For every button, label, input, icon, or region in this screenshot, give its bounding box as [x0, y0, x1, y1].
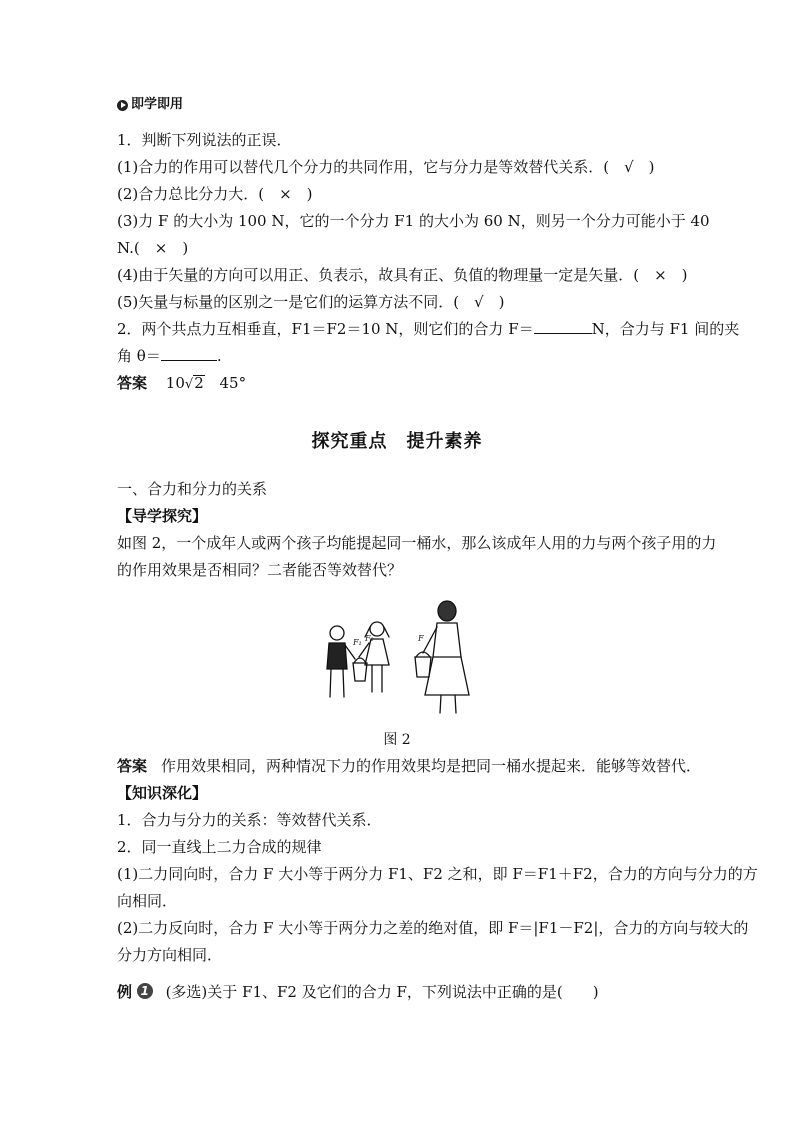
play-icon: [117, 100, 128, 111]
section-label: [117, 95, 679, 115]
q2-blank-1: [534, 319, 592, 334]
example-label: 例: [117, 983, 133, 1001]
deepen-line-3: (1)二力同向时，合力 F 大小等于两分力 F1、F2 之和，即 F＝F1＋F2，合力的方向与分力的方: [117, 865, 758, 883]
q1-item-5: (5)矢量与标量的区别之一是它们的运算方法不同．( √ ): [117, 293, 505, 311]
q2-blank-2: [161, 346, 217, 361]
main-heading: 探究重点 提升素养: [311, 431, 483, 452]
answer-value: 10: [165, 374, 185, 392]
figure-illustration: [315, 597, 475, 717]
answer-2-label: 答案: [117, 757, 148, 775]
q2-line-2: [117, 346, 679, 366]
q1-item-1: (1)合力的作用可以替代几个分力的共同作用，它与分力是等效替代关系．( √ ): [117, 158, 655, 176]
svg-text:F: F: [418, 634, 424, 643]
q1-item-3: (3)力 F 的大小为 100 N，它的一个分力 F1 的大小为 60 N，则另一个分力可能小于 40: [117, 212, 710, 230]
topic-heading: 一、合力和分力的关系: [117, 480, 268, 498]
q1-item-2: (2)合力总比分力大．( × ): [117, 185, 313, 203]
figure-caption: 图 2: [383, 732, 411, 748]
answer-label: 答案: [117, 374, 148, 392]
example-number-badge: 1: [137, 983, 153, 999]
deepen-line-6: 分力方向相同．: [117, 946, 223, 964]
q2-text-c: 角 θ＝: [117, 347, 161, 365]
deepen-line-4: 向相同．: [117, 892, 178, 910]
answer-angle: 45°: [219, 374, 247, 392]
q1-title: 1．判断下列说法的正误．: [117, 131, 292, 149]
deepen-line-5: (2)二力反向时，合力 F 大小等于两分力之差的绝对值，即 F＝|F1－F2|，合力的方向与较大的: [117, 919, 749, 937]
svg-text:F₂: F₂: [365, 634, 374, 643]
answer-2-text: 作用效果相同，两种情况下力的作用效果均是把同一桶水提起来．能够等效替代．: [161, 757, 702, 775]
q2-text-d: .: [216, 347, 222, 365]
deepen-line-2: 2．同一直线上二力合成的规律: [117, 838, 322, 856]
svg-text:F₁: F₁: [353, 638, 362, 647]
deepen-label: 【知识深化】: [117, 784, 208, 802]
example-1: [117, 982, 679, 1002]
q1-item-3-cont: N.( × ): [117, 239, 189, 257]
q2-line-1: [117, 319, 740, 339]
sqrt-value: 2: [194, 374, 204, 392]
guide-label: 【导学探究】: [117, 507, 208, 525]
answer-1: 答案 10√2 45°: [117, 374, 247, 392]
q2-text-b: N，合力与 F1 间的夹: [591, 320, 740, 338]
deepen-line-1: 1．合力与分力的关系：等效替代关系．: [117, 811, 382, 829]
guide-text-1: 如图 2，一个成年人或两个孩子均能提起同一桶水，那么该成年人用的力与两个孩子用的力: [117, 534, 717, 552]
q1-item-4: (4)由于矢量的方向可以用正、负表示，故具有正、负值的物理量一定是矢量．( × ): [117, 266, 688, 284]
answer-2: [117, 756, 702, 776]
guide-text-2: 的作用效果是否相同？二者能否等效替代？: [117, 561, 403, 579]
section-label-text: 即学即用: [131, 97, 184, 112]
q2-text-a: 2．两个共点力互相垂直，F1＝F2＝10 N，则它们的合力 F＝: [117, 320, 534, 338]
example-text: (多选)关于 F1、F2 及它们的合力 F，下列说法中正确的是( ): [165, 983, 599, 1001]
